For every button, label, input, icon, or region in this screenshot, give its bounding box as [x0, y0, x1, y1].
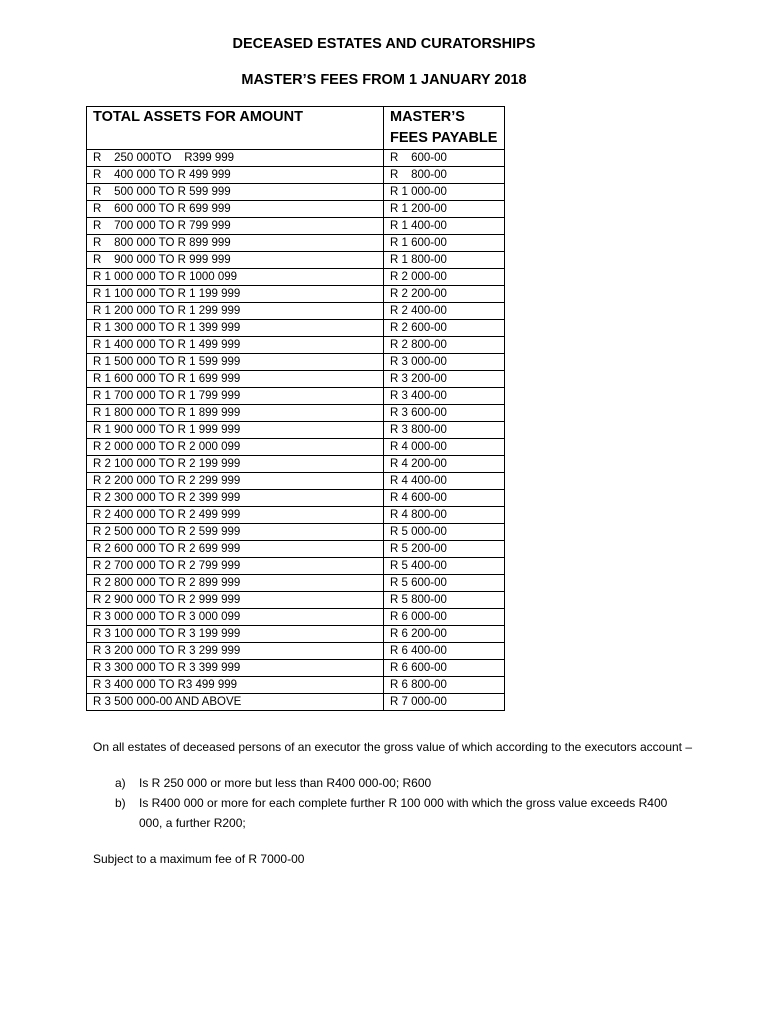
- table-row: [87, 422, 505, 439]
- table-row: [87, 660, 505, 677]
- cell-fee: R 2 400-00: [384, 303, 505, 320]
- table-row: [87, 439, 505, 456]
- cell-fee: R 1 000-00: [384, 184, 505, 201]
- table-row: [87, 507, 505, 524]
- cell-fee: R 6 600-00: [384, 660, 505, 677]
- notes-list: [93, 773, 693, 833]
- cell-fee: R 3 600-00: [384, 405, 505, 422]
- cell-asset-range: R 2 600 000 TO R 2 699 999: [87, 541, 384, 558]
- cell-asset-range: R 3 100 000 TO R 3 199 999: [87, 626, 384, 643]
- table-row: [87, 354, 505, 371]
- masters-fees-table: [86, 106, 505, 711]
- list-item: [115, 773, 693, 793]
- table-row: [87, 235, 505, 252]
- cell-fee: R 2 200-00: [384, 286, 505, 303]
- header-total-assets: [87, 107, 384, 150]
- table-row: [87, 643, 505, 660]
- cell-asset-range: R 2 500 000 TO R 2 599 999: [87, 524, 384, 541]
- table-row: [87, 218, 505, 235]
- cell-asset-range: R 2 000 000 TO R 2 000 099: [87, 439, 384, 456]
- table-row: [87, 303, 505, 320]
- table-row: [87, 371, 505, 388]
- cell-fee: R 1 200-00: [384, 201, 505, 218]
- table-row: [87, 473, 505, 490]
- cell-asset-range: R 900 000 TO R 999 999: [87, 252, 384, 269]
- cell-fee: R 3 000-00: [384, 354, 505, 371]
- table-row: [87, 337, 505, 354]
- cell-fee: R 5 200-00: [384, 541, 505, 558]
- list-item: [115, 793, 693, 833]
- cell-fee: R 4 000-00: [384, 439, 505, 456]
- table-row: [87, 558, 505, 575]
- table-row: [87, 388, 505, 405]
- cell-fee: R 2 600-00: [384, 320, 505, 337]
- cell-asset-range: R 1 000 000 TO R 1000 099: [87, 269, 384, 286]
- cell-asset-range: R 3 200 000 TO R 3 299 999: [87, 643, 384, 660]
- table-row: [87, 405, 505, 422]
- cell-fee: R 2 800-00: [384, 337, 505, 354]
- cell-asset-range: R 2 400 000 TO R 2 499 999: [87, 507, 384, 524]
- cell-asset-range: R 3 400 000 TO R3 499 999: [87, 677, 384, 694]
- cell-fee: R 5 600-00: [384, 575, 505, 592]
- cell-asset-range: R 1 800 000 TO R 1 899 999: [87, 405, 384, 422]
- cell-asset-range: R 1 500 000 TO R 1 599 999: [87, 354, 384, 371]
- table-row: [87, 286, 505, 303]
- cell-asset-range: R 1 700 000 TO R 1 799 999: [87, 388, 384, 405]
- cell-asset-range: R 1 600 000 TO R 1 699 999: [87, 371, 384, 388]
- cell-fee: R 6 000-00: [384, 609, 505, 626]
- cell-asset-range: R 700 000 TO R 799 999: [87, 218, 384, 235]
- cell-asset-range: R 800 000 TO R 899 999: [87, 235, 384, 252]
- notes-intro: On all estates of deceased persons of an executor the gross value of which according to the executors account –: [93, 740, 693, 754]
- table-row: [87, 320, 505, 337]
- cell-asset-range: R 2 700 000 TO R 2 799 999: [87, 558, 384, 575]
- cell-asset-range: R 2 300 000 TO R 2 399 999: [87, 490, 384, 507]
- cell-asset-range: R 1 200 000 TO R 1 299 999: [87, 303, 384, 320]
- cell-asset-range: R 3 300 000 TO R 3 399 999: [87, 660, 384, 677]
- cell-fee: R 2 000-00: [384, 269, 505, 286]
- cell-fee: R 5 000-00: [384, 524, 505, 541]
- cell-fee: R 1 600-00: [384, 235, 505, 252]
- cell-asset-range: R 600 000 TO R 699 999: [87, 201, 384, 218]
- cell-asset-range: R 1 900 000 TO R 1 999 999: [87, 422, 384, 439]
- table-row: [87, 626, 505, 643]
- table-row: [87, 252, 505, 269]
- cell-asset-range: R 1 400 000 TO R 1 499 999: [87, 337, 384, 354]
- cell-fee: R 4 400-00: [384, 473, 505, 490]
- cell-asset-range: R 2 900 000 TO R 2 999 999: [87, 592, 384, 609]
- cell-fee: R 5 800-00: [384, 592, 505, 609]
- cell-fee: R 5 400-00: [384, 558, 505, 575]
- cell-asset-range: R 2 200 000 TO R 2 299 999: [87, 473, 384, 490]
- cell-fee: R 3 400-00: [384, 388, 505, 405]
- cell-fee: R 4 200-00: [384, 456, 505, 473]
- cell-asset-range: R 2 100 000 TO R 2 199 999: [87, 456, 384, 473]
- table-row: [87, 575, 505, 592]
- header-masters-fees: [384, 107, 505, 150]
- table-row: [87, 609, 505, 626]
- cell-asset-range: R 1 100 000 TO R 1 199 999: [87, 286, 384, 303]
- table-row: [87, 524, 505, 541]
- cell-fee: R 7 000-00: [384, 694, 505, 711]
- table-row: [87, 456, 505, 473]
- cell-fee: R 6 200-00: [384, 626, 505, 643]
- cell-asset-range: R 3 500 000-00 AND ABOVE: [87, 694, 384, 711]
- cell-fee: R 4 600-00: [384, 490, 505, 507]
- cell-asset-range: R 2 800 000 TO R 2 899 999: [87, 575, 384, 592]
- header-masters-fees-label: MASTER’S FEES PAYABLE: [390, 109, 498, 146]
- cell-fee: R 1 800-00: [384, 252, 505, 269]
- cell-asset-range: R 400 000 TO R 499 999: [87, 167, 384, 184]
- table-body: [87, 150, 505, 711]
- document-title: DECEASED ESTATES AND CURATORSHIPS: [232, 36, 536, 52]
- table-row: [87, 201, 505, 218]
- cell-asset-range: R 1 300 000 TO R 1 399 999: [87, 320, 384, 337]
- list-item-text: Is R400 000 or more for each complete further R 100 000 with which the gross value exceeds R400 000, a further R200;: [139, 796, 668, 830]
- table-row: [87, 592, 505, 609]
- cell-fee: R 3 200-00: [384, 371, 505, 388]
- notes-section: [93, 737, 693, 869]
- cell-fee: R 800-00: [384, 167, 505, 184]
- cell-fee: R 4 800-00: [384, 507, 505, 524]
- cell-fee: R 3 800-00: [384, 422, 505, 439]
- table-header-row: [87, 107, 505, 150]
- cell-asset-range: R 500 000 TO R 599 999: [87, 184, 384, 201]
- table-row: [87, 677, 505, 694]
- table-row: [87, 167, 505, 184]
- list-item-marker: b): [115, 796, 126, 810]
- header-total-assets-label: TOTAL ASSETS FOR AMOUNT: [93, 109, 303, 125]
- table-row: [87, 269, 505, 286]
- cell-fee: R 1 400-00: [384, 218, 505, 235]
- cell-fee: R 6 400-00: [384, 643, 505, 660]
- table-row: [87, 541, 505, 558]
- document-subtitle: MASTER’S FEES FROM 1 JANUARY 2018: [241, 72, 527, 88]
- table-row: [87, 184, 505, 201]
- cell-asset-range: R 3 000 000 TO R 3 000 099: [87, 609, 384, 626]
- cell-asset-range: R 250 000TO R399 999: [87, 150, 384, 167]
- table-row: [87, 490, 505, 507]
- cell-fee: R 6 800-00: [384, 677, 505, 694]
- list-item-text: Is R 250 000 or more but less than R400 000-00; R600: [139, 776, 432, 790]
- maximum-fee-note: Subject to a maximum fee of R 7000-00: [93, 852, 305, 866]
- list-item-marker: a): [115, 776, 126, 790]
- table-row: [87, 694, 505, 711]
- table-row: [87, 150, 505, 167]
- cell-fee: R 600-00: [384, 150, 505, 167]
